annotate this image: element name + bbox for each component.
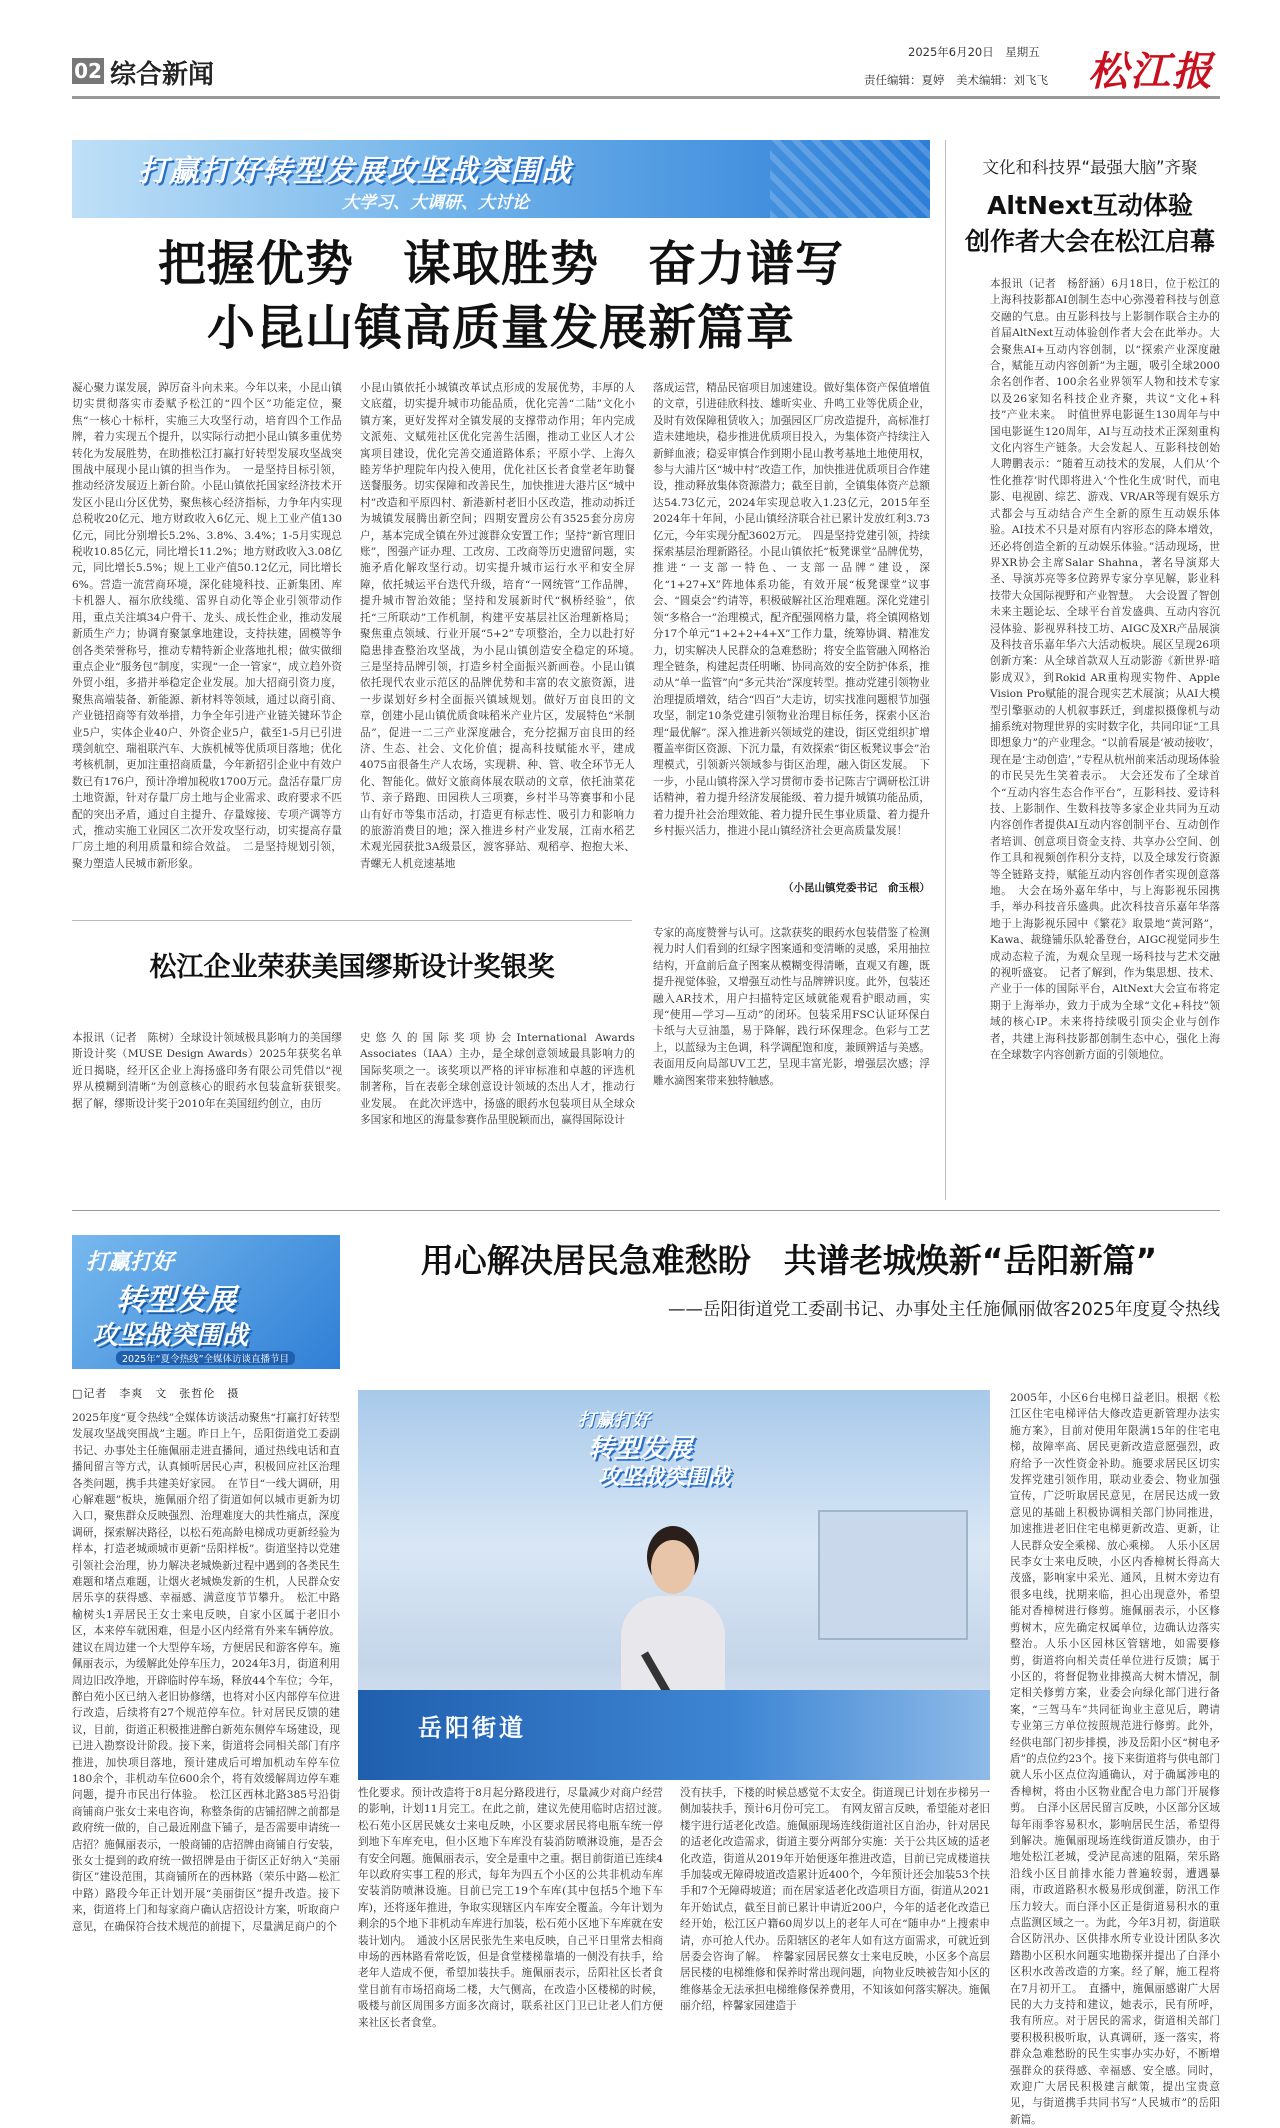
photo-board-line1: 打赢打好 [578, 1410, 650, 1431]
sidebar-divider [945, 140, 946, 1200]
campaign-banner [72, 140, 930, 218]
banner-subtitle: 大学习、大调研、大讨论 [342, 193, 529, 213]
section-divider [72, 1210, 1220, 1211]
article1-headline-line2: 小昆山镇高质量发展新篇章 [206, 300, 795, 356]
hotline-banner-line2: 转型发展 [116, 1283, 236, 1318]
sidebar-kicker: 文化和科技界“最强大脑”齐聚 [982, 158, 1198, 177]
sidebar-body: 本报讯（记者 杨舒涵）6月18日，位于松江的上海科技影都AI创制生态中心弥漫着科技与创意交融的气息。由互影科技与上影制作联合主办的首届AltNext互动体验创作者大会在此举办。大会聚焦AI+互动内容创制，以“探索产业深度融合，赋能互动内容创新”为主题，吸引全球2000余名创作者、100余名业界领军人物和技术专家以及26家知名科技企业齐聚，共议“文化+科技”产业未来。 时值世界电影诞生130周年与中国电影诞生120周年，AI与互动技术正深刻重构文化内容生产链条。大会发起人、互影科技创始人聘鹏表示：“随着互动技术的发展，人们从‘个性化推荐’时代即将进入‘个性化生成’时代，而电影、电视剧、综艺、游戏、VR/AR等现有娱乐方式都会与互动结合产生全新的原生互动娱乐体验。AI技术不只是对原有内容形态的降本增效，还必将创造全新的互动娱乐体验。”活动现场，世界XR协会主席Salar Shahna，著名导演郑大圣、导演苏亮等多位跨界专家分享见解，影业科技带大众国际视野和产业智慧。 大会设置了智创未来主题论坛、全球平台首发盛典、互动内容沉浸体验、影视界科技工坊、AIGC及XR产品展演及科技音乐嘉年华六大活动板块。展区呈现26项创新方案：从全球首款双人互动影游《新世界·暗影成双》，到Rokid AR重构现实物件、Apple Vision Pro赋能的混合现实艺术展演；从AI大模型引擎驱动的人机叙事跃迁，到虚拟摄像机与动捕系统对物理世界的实时数字化，共同印证“工具即想象力”的产业理念。“以前看展是‘被动接收’，现在是‘主动创造’，”专程从杭州前来活动现场体验的市民吴先生笑着表示。 大会还发布了全球首个“互动内容生态合作平台”，互影科技、爱诗科技、上影制作、生数科技等多家企业共同为互动内容创作者提供AI互动内容创制平台、互动创作者培训、创意项目资金支持、共享办公空间、创作工具和视频创作积分支持，以及全球发行资源等全链路支持，赋能互动内容创作者实现创意落地。 大会在场外嘉年华中，与上海影视乐园携手，举办科技音乐盛典。此次科技音乐嘉年华落地于上海影视乐园中《繁花》取景地“黄河路”，Kawa、裁缝铺乐队轮番登台，AIGC视觉同步生成动态粒子流，为观众呈现一场科技与艺术交融的视听盛宴。 记者了解到，作为集思想、技术、产业于一体的国际平台，AltNext大会宣布将定期于上海举办，致力于成为全球“文化+科技”领域的核心IP。未来将持续吸引顶尖企业与创作者，共建上海科技影都创制生态中心，强化上海在全球数字内容创新方面的引领地位。 [990, 278, 1220, 1062]
hotline-banner [72, 1235, 340, 1369]
sidebar-headline-line2: 创作者大会在松江启幕 [964, 227, 1215, 256]
article2-column-2: 史悠久的国际奖项协会International Awards Associates（IAA）主办，是全球创意领域最具影响力的国际奖项之一。该奖项以严格的评审标准和卓越的评选机制著称，旨在表彰全球创意设计领域的杰出人才，推动行业发展。 在此次评选中，扬盛的眼药水包装项目从全球众多国家和地区的海量参赛作品里脱颖而出，赢得国际设计 [360, 1032, 635, 1127]
article1-column-1: 凝心聚力谋发展，踔厉奋斗向未来。今年以来，小昆山镇切实贯彻落实市委赋予松江的“四个区”功能定位，聚焦“一核心十标杆，实施三大攻坚行动，培育四个工作品牌，着力实现五个提升，以实际行动把小昆山镇多重优势转化为发展胜势，在助推松江打赢打好转型发展攻坚战突围战中展现小昆山镇的担当作为。 一是坚持目标引领，推动经济发展迈上新台阶。小昆山镇依托国家经济技术开发区小昆山分区优势，聚焦核心经济指标，力争年内实现总税收20亿元、地方财政收入6亿元、规上工业产值130亿元，同比分别增长5.2%、3.8%、3.4%；1-5月实现总税收10.85亿元，同比增长11.2%；地方财政收入3.08亿元，同比增长5.5%；规上工业产值50.12亿元，同比增长6%。营造一流营商环境，深化硅境科技、正新集团、库卡机器人、福尔欣线缆、雷界自动化等企业引领带动作用，重点关注填34户骨干、龙头、成长性企业，推动发展新质生产力；协调育聚氯拿地建设，支持扶建，固模等争创各类荣誉称号，推动专精特新企业落地扎根；做实做细重点企业“服务包”制度，实现“一企一管家”，成立趋外资外贸小组，多措并举稳定企业发展。加大招商引资力度，聚焦高端装备、新能源、新材料等领域，通过以商引商、产业链招商等有效举措，力争全年引进产业链关键环节企业5户，实体企业40户、外资企业5户，截至1-5月已引进璞剑航空、瑞祖联汽车、大族机械等优质项目落地；优化考核机制，更加注重招商质量，今年新招引企业中有效户数已有176户，预计净增加税收1700万元。盘活存量厂房土地资源，针对存量厂房土地与企业需求、政府要求不匹配的突出矛盾，通过自主提升、存量嫁接、专项产调等方式，推动实施工业园区二次开发攻坚行动，切实提高存量厂房土地的利用质量和综合效益。 二是坚持规划引领，聚力塑造人民城市新形象。 [72, 382, 342, 870]
article3-column-1: 2025年度“夏令热线”全媒体访谈活动聚焦“打赢打好转型发展攻坚战突围战”主题。昨日上午，岳阳街道党工委副书记、办事处主任施佩丽走进直播间，通过热线电话和直播间留言等方式，认真倾听居民心声，积极回应社区治理各类问题，携手共建美好家园。 在节目“一线大调研，用心解难题”板块，施佩丽介绍了街道如何以城市更新为切入口，聚焦群众反映强烈、治理难度大的共性痛点，深度调研，探索解决路径，以松石苑高龄电梯成功更新经验为样本，打造老城顽城市更新“岳阳样板”。街道坚持以党建引领社会治理，协力解决老城焕新过程中遇到的各类民生难题和堵点难题，让烟火老城焕发新的生机，人民群众安居乐享的获得感、幸福感、满意度节节攀升。 松汇中路榆树头1弄居民王女士来电反映，自家小区属于老旧小区，本来停车就困难，但是小区内经常有外来车辆停放。建议在周边建一个大型停车场，方便居民和游客停车。施佩丽表示，为缓解此处停车压力，2024年3月，街道利用周边旧改净地，开辟临时停车场，释放44个车位；今年，醉白苑小区已纳入老旧协修缮，也将对小区内部停车位进行改造，后续将有27个规范停车位。针对居民反馈的建议，目前，街道正积极推进醉白新苑东侧停车场建设，现已进入勘察设计阶段。接下来，街道将会同相关部门有序推进，加快项目落地，预计建成后可增加机动车停车位180余个，非机动车位600余个，将有效缓解周边停车难问题，提升市民出行体验。 松江区西林北路385号沿街商铺商户张女士来电咨询，称整条街的店铺招牌之前都是政府统一做的，自己最近刚盘下铺子，是否需要申请统一店招？施佩丽表示，一般商铺的店招牌由商铺自行安装，张女士提到的政府统一做招牌是由于街区正好纳入“美丽街区”建设范围，其商铺所在的西林路（荣乐中路—松汇中路）路段今年正计划开展“美丽街区”提升改造。接下来，街道将上门和每家商户确认店招设计方案，听取商户意见，在确保符合技术规范的前提下，尽量满足商户的个 [72, 1412, 340, 1933]
interview-photo [358, 1390, 990, 1780]
hotline-banner-line3: 攻坚战突围战 [92, 1321, 249, 1351]
photo-monitor [818, 1510, 968, 1640]
hotline-banner-line1: 打赢打好 [86, 1250, 175, 1275]
photo-desk-label: 岳阳街道 [418, 1714, 526, 1742]
article3-subheadline: ——岳阳街道党工委副书记、办事处主任施佩丽做客2025年度夏令热线 [667, 1300, 1220, 1320]
hotline-banner-caption: 2025年“夏令热线”全媒体访谈直播节目 [116, 1351, 295, 1365]
photo-person-head [651, 1540, 695, 1594]
sidebar-headline-line1: AltNext互动体验 [987, 191, 1193, 220]
editor-credits: 责任编辑：夏婷 美术编辑：刘飞飞 [864, 73, 1048, 87]
article1-column-2: 小昆山镇依托小城镇改革试点形成的发展优势，丰厚的人文底蕴，切实提升城市功能品质，优化完善“二陆”文化小镇方案，更好发挥对全镇发展的支撑带动作用；年内完成文派苑、文赋苑社区优化完善生活圈，推动工业区人才公寓项目建设，优化完善交通道路体系；平原小学、上海久睦芳华护理院年内投入使用，优化社区长者食堂老年助餐送餐服务。切实保障和改善民生，加快推进大港片区“城中村”改造和平原四村、新港新村老旧小区改造，推动动拆迁为城镇发展腾出新空间；四期安置房公有3525套分房房户，基本完成全镇在外过渡群众安置工作；坚持“新官理旧账”，图强产证办理、工改房、工改商等历史遗留问题，实施矛盾化解攻坚行动。切实提升城市运行水平和安全屏障，依托城运平台迭代升级，培育“一网统管”工作品牌，提升城市智治效能；坚持和发展新时代“枫桥经验”，依托“三所联动”工作机制，构建平安基层社区治理新格局；聚焦重点领域、行业开展“5+2”专项整治，全力以赴打好隐患排查整治攻坚战，为小昆山镇创造安全稳定的环境。 三是坚持品牌引领，打造乡村全面振兴新画卷。小昆山镇依托现代农业示范区的品牌优势和丰富的农文旅资源，进一步谋划好乡村全面振兴镇域规划。做好万亩良田的文章，创建小昆山镇优质食味稻米产业片区，发展特色“米制品”，促进一二三产业深度融合，充分挖掘万亩良田的经济、生态、社会、文化价值；提高科技赋能水平，建成4075亩很备生产人农场，实现耕、种、管、收全环节无人化、智能化。做好文旅商体展农联动的文章，依托油菜花节、亲子路跑、田园秩人三项赛，乡村半马等赛事和小昆山有好市等集市活动，打造更有标志性、吸引力和影响力的旅游消费目的地；深入推进乡村产业发展，江南水稻艺术观光园获批3A级景区，渡客驿站、观稻亭、抱抱大米、青螺无人机竞速基地 [360, 382, 646, 870]
article1-column-3: 落成运营，精品民宿项目加速建设。做好集体资产保值增值的文章，引进硅欣科技、雄昕实业、升鸣工业等优质企业，及时有效保障租赁收入；加强园区厂房改造提升，高标准打造未建地块，稳步推进优质项目投入，为集体资产持续注入新鲜血液；稳妥审慎合作到期小昆山教考基地土地使用权，参与大浦片区“城中村”改造工作，加快推进优质项目合作建设，推动释放集体资源潜力；截至目前，全镇集体资产总额达54.73亿元，2024年实现总收入1.23亿元，2015年至2024年十年间，小昆山镇经济联合社已累计发放红利3.73亿元，今年实现分配3602万元。 四是坚持党建引领，持续探索基层治理新路径。小昆山镇依托“板凳课堂”品牌优势，推进“一支部一特色、一支部一品牌”建设，深化“1+27+X”阵地体系功能，有效开展“板凳课堂”议事会、“圆桌会”约请等，积极破解社区治理难题。深化党建引领“多格合一”治理模式，配齐配强网格力量，将全镇网格划分17个单元“1+2+2+4+X”工作力量，统筹协调、精准发力，切实解决人民群众的急难愁盼；将安全监管融入网格治理全链条，构建起责任明晰、协同高效的安全防护体系，推动从“单一监管”向“多元共治”深度转型。推动党建引领物业治理提质增效，结合“四百”大走访，切实找准问题根节加强攻坚，制定10条党建引领物业治理目标任务，探索小区治理“最优解”。深入推进新兴领域党的建设，街区党组织扩增覆盖率街区资源、下沉力量，有效探索“街区板凳议事会”治理模式，引领新兴领域参与街区治理，融入街区发展。 下一步，小昆山镇将深入学习贯彻市委书记陈吉宁调研松江讲话精神，着力提升经济发展能级、着力提升城镇功能品质，着力提升社会治理效能、着力提升民生事业质量、着力提升乡村振兴活力，推进小昆山镇经济社会更高质量发展！ [653, 382, 930, 837]
photo-backdrop-board [558, 1406, 818, 1496]
page-number: 02 [72, 58, 104, 84]
section-name: 综合新闻 [110, 60, 215, 90]
sidebar-headline [960, 188, 1220, 260]
masthead [72, 40, 1220, 96]
photo-board-line3: 攻坚战突围战 [598, 1465, 731, 1490]
article1-byline: （小昆山镇党委书记 俞玉根） [783, 882, 930, 894]
banner-title: 打赢打好转型发展攻坚战突围战 [138, 154, 572, 189]
article3-reporter: □记者 李爽 文 张哲伦 摄 [72, 1387, 240, 1400]
article2-column-1: 本报讯（记者 陈树）全球设计领域极具影响力的美国缪斯设计奖（MUSE Design Awards）2025年获奖名单近日揭晓，经开区企业上海扬盛印务有限公司凭借以“视界从模糊到清晰”为创意核心的眼药水包装盒斩获银奖。 据了解，缪斯设计奖于2010年在美国纽约创立，由历 [72, 1032, 353, 1110]
article3-column-bottom-2: 没有扶手，下楼的时候总感觉不太安全。街道现已计划在步梯另一侧加装扶手，预计6月份可完工。 有网友留言反映，希望能对老旧楼宇进行适老化改造。施佩丽现场连线街道社区自治办，针对居民的适老化改造需求，街道主要分两部分实施：关于公共区域的适老化改造，街道从2019年开始便逐年推进改造，目前已完成楼道扶手加装或无障碍坡道改造累计近400个，今年预计还会加装53个扶手和7个无障碍坡道；而在居家适老化改造项目方面，街道从2021年开始试点，截至目前已累计申请近200户，今年的适老化改造已经开始，松江区户籍60周岁以上的老年人可在“随申办”上搜索申请，亦可抢人代办。岳阳辖区的老年人如有这方面需求，可就近到居委会咨询了解。 梓馨家园居民蔡女士来电反映，小区多个高层居民楼的电梯维修和保养时常出现问题，向物业反映被告知小区的维修基金无法承担电梯维修保养费用，不知该如何落实解决。施佩丽介绍，梓馨家园建造于 [680, 1787, 990, 2013]
photo-board-line2: 转型发展 [588, 1434, 693, 1464]
article3-headline: 用心解决居民急难愁盼 共谱老城焕新“岳阳新篇” [420, 1241, 1158, 1280]
photo-interviewee [613, 1540, 733, 1700]
masthead-rule [72, 96, 1220, 99]
article3-column-bottom-1: 性化要求。预计改造将于8月起分路段进行，尽量减少对商户经营的影响，计划11月完工。在此之前，建议先使用临时店招过渡。 松石苑小区居民姚女士来电反映，小区要求居民将电瓶车统一停到地下车库充电，但小区地下车库没有装消防喷淋设施，是否会有安全问题。施佩丽表示，安全是重中之重。据目前街道已连续4年以政府实事工程的形式，每年为四五个小区的公共非机动车库安装消防喷淋设施。目前已完工19个车库(其中包括5个地下车库)，还将逐年推进，争取实现辖区内车库安全覆盖。今年计划为剩余的5个地下非机动车库进行加装，松石苑小区地下车库就在安装计划内。 通波小区居民张先生来电反映，自己平日里常去相商申场的西林路看常吃饭，但是食堂楼梯靠墙的一侧没有扶手，给老年人造成不便，希望加装扶手。施佩丽表示，岳阳社区长者食堂目前有市场招商场二楼，大气侧高，在改造小区楼梯的时候，吸楼与前区周围多方面多次商讨，联系社区门卫已让老人们方便来社区长者食堂。 [358, 1787, 674, 2029]
article2-headline: 松江企业荣获美国缪斯设计奖银奖 [149, 952, 555, 983]
article1-headline-line1: 把握优势 谋取胜势 奋力谱写 [157, 236, 844, 292]
issue-date: 2025年6月20日 星期五 [908, 45, 1040, 59]
newspaper-logo: 松江报 [1088, 48, 1214, 95]
divider [72, 920, 632, 921]
banner-decoration [770, 140, 930, 218]
article1-headline [72, 232, 930, 360]
article2-column-3: 专家的高度赞誉与认可。这款获奖的眼药水包装借鉴了检测视力时人们看到的红绿字图案通和变清晰的灵感，采用抽拉结构，开盒前后盒子图案从模糊变得清晰，直观又有趣，既提升视觉体验，又增强互动性与品牌辨识度。此外，包装还融入AR技术，用户扫描特定区域就能观看护眼动画，实现“使用—学习—互动”的闭环。包装采用FSC认证环保白卡纸与大豆油墨，易于降解，践行环保理念。色彩与工艺上，以蓝绿为主色调，科学调配饱和度，兼顾辨适与美感。表面用反向局部UV工艺，呈现丰富光影，增强层次感；浮雕水滴图案带来独特触感。 [653, 927, 930, 1087]
article3-column-right: 2005年，小区6台电梯日益老旧。根据《松江区住宅电梯评估大修改造更新管理办法实施方案》，目前对使用年限满15年的住宅电梯，故障率高、居民更新改造意愿强烈，政府给予一次性资金补助。施要求居民区切实发挥党建引领作用，联动业委会、物业加强宣传，广泛听取居民意见，在居民达成一致意见的基础上积极协调相关部门协同推进，加速推进老旧住宅电梯更新改造、更新，让人民群众安全乘梯、放心乘梯。 人乐小区居民李女士来电反映，小区内香樟树长得高大茂盛，影响家中采光、通风，且树木旁边有很多电线，扰期来临，担心出现意外，希望能对香樟树进行修剪。施佩丽表示，小区修剪树木，应先确定权属单位，边确认边落实整治。人乐小区园林区管辖地，如需要修剪，街道将向相关责任单位进行反馈；属于小区的，将督促物业排摸高大树木情况，制定相关修剪方案，业委会向绿化部门进行备案，“三驾马车”共同征询业主意见后，聘请专业第三方单位按照规范进行修剪。此外，经供电部门初步排摸，涉及岳阳小区“树电矛盾”的点位约23个。接下来街道将与供电部门就人乐小区点位沟通确认，对于确属涉电的香樟树，将由小区物业配合电力部门开展修剪。 白泽小区居民留言反映，小区部分区域每年雨季容易积水，影响居民生活，希望得到解决。施佩丽现场连线街道反馈办，由于地处松江老城，受泸昆高速的阻隔，荣乐路沿线小区目前排水能力普遍较弱，遭遇暴雨，市政道路积水极易形成倒灌，防汛工作压力较大。而白泽小区正是街道易积水的重点监测区域之一。为此，今年3月初，街道联合区防汛办、区供排水所专业设计团队多次踏勘小区积水问题实地勘探并提出了白泽小区积水改善改造的方案。经了解，施工程将在7月初开工。 直播中，施佩丽感谢广大居民的大力支持和建议，她表示，民有所呼，我有所应。对于居民的需求，街道相关部门要积极积极听取，认真调研，逐一落实，将群众急难愁盼的民生实事办实办好，不断增强群众的获得感、幸福感、安全感。同时，欢迎广大居民积极建言献策，提出宝贵意见，与街道携手共同书写“人民城市”的岳阳新篇。 [1010, 1392, 1220, 2126]
